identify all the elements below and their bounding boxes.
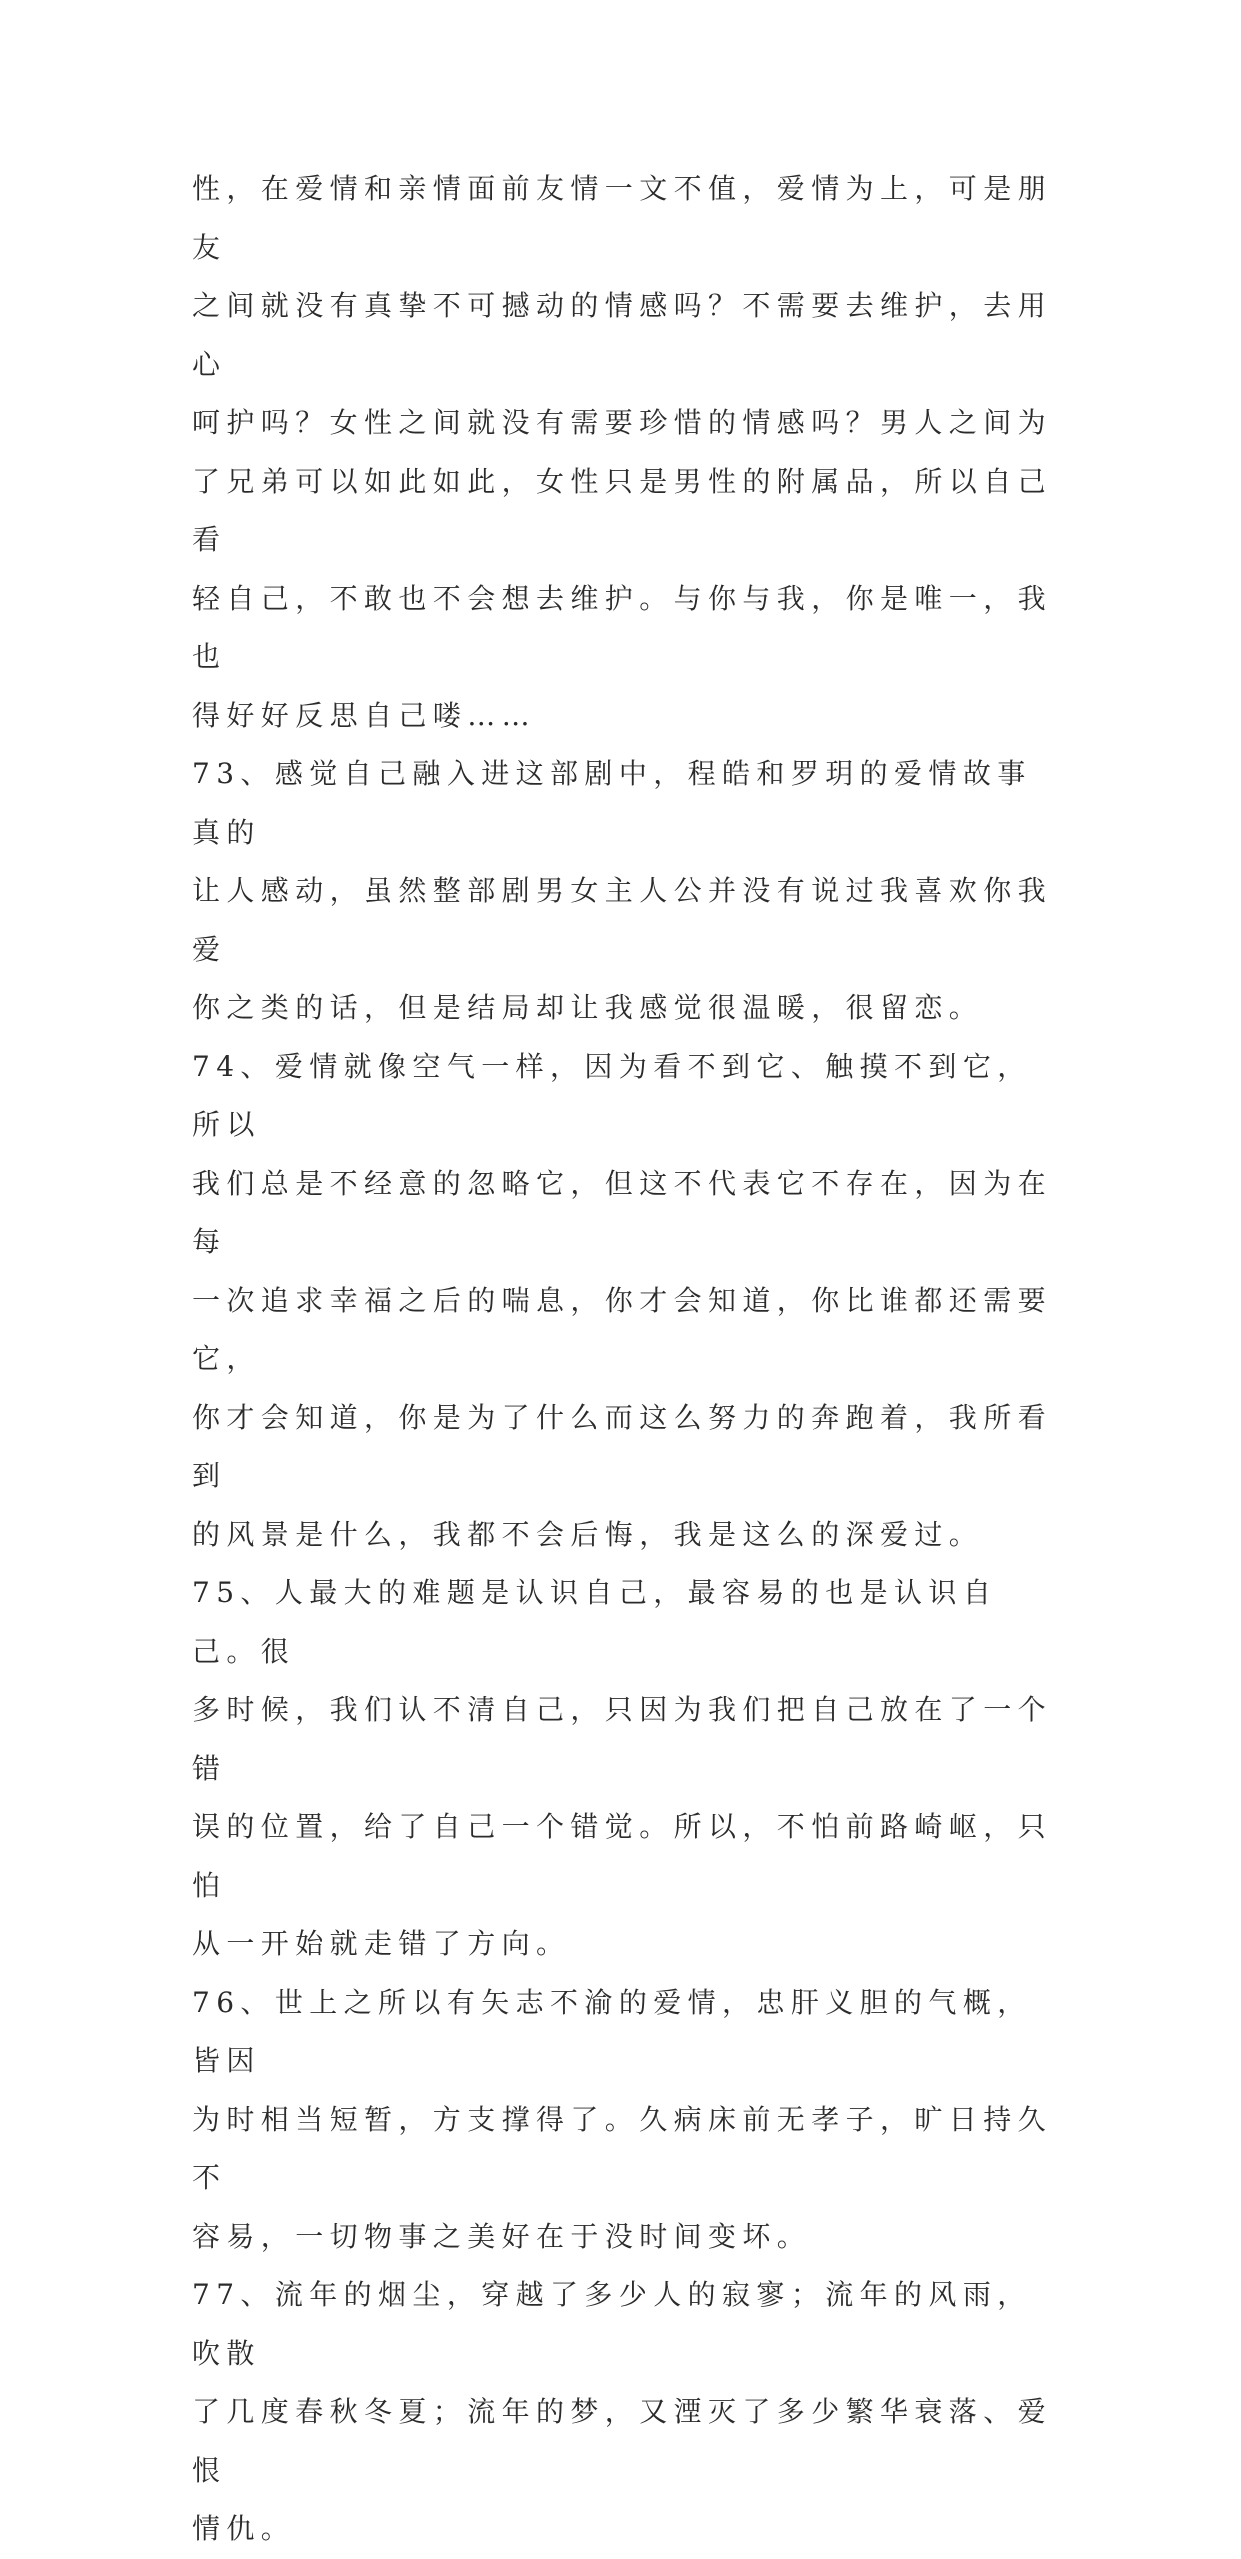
paragraph-75: 75、人最大的难题是认识自己，最容易的也是认识自己。很 多时候，我们认不清自己，只因为我们把自己放在了一个错 误的位置，给了自己一个错觉。所以，不怕前路崎岖，只怕 从一开始就走错了方向。: [192, 1576, 1053, 1960]
paragraph-76: 76、世上之所以有矢志不渝的爱情，忠肝义胆的气概，皆因 为时相当短暂，方支撑得了。久病床前无孝子，旷日持久不 容易，一切物事之美好在于没时间变坏。: [192, 1985, 1053, 2253]
document-body: [192, 160, 1052, 2559]
paragraph-74: 74、爱情就像空气一样，因为看不到它、触摸不到它，所以 我们总是不经意的忽略它，但这不代表它不存在，因为在每 一次追求幸福之后的喘息，你才会知道，你比谁都还需要它， 你才会知道，你是为了什么而这么努力的奔跑着，我所看到 的风景是什么，我都不会后悔，我是这么的深爱过。: [192, 1049, 1053, 1551]
paragraph-77: 77、流年的烟尘，穿越了多少人的寂寥；流年的风雨，吹散 了几度春秋冬夏；流年的梦，又湮灭了多少繁华衰落、爱恨 情仇。: [192, 2278, 1053, 2545]
paragraph-73: 73、感觉自己融入进这部剧中，程皓和罗玥的爱情故事真的 让人感动，虽然整部剧男女主人公并没有说过我喜欢你我爱 你之类的话，但是结局却让我感觉很温暖，很留恋。: [192, 757, 1053, 1024]
paragraph-continued: 性，在爱情和亲情面前友情一文不值，爱情为上，可是朋友 之间就没有真挚不可撼动的情感吗？不需要去维护，去用心 呵护吗？女性之间就没有需要珍惜的情感吗？男人之间为 了兄弟可以如此如此，女性只是男性的附属品，所以自己看 轻自己，不敢也不会想去维护。与你与我，你是唯一，我也 得好好反思自己喽……: [192, 172, 1053, 732]
